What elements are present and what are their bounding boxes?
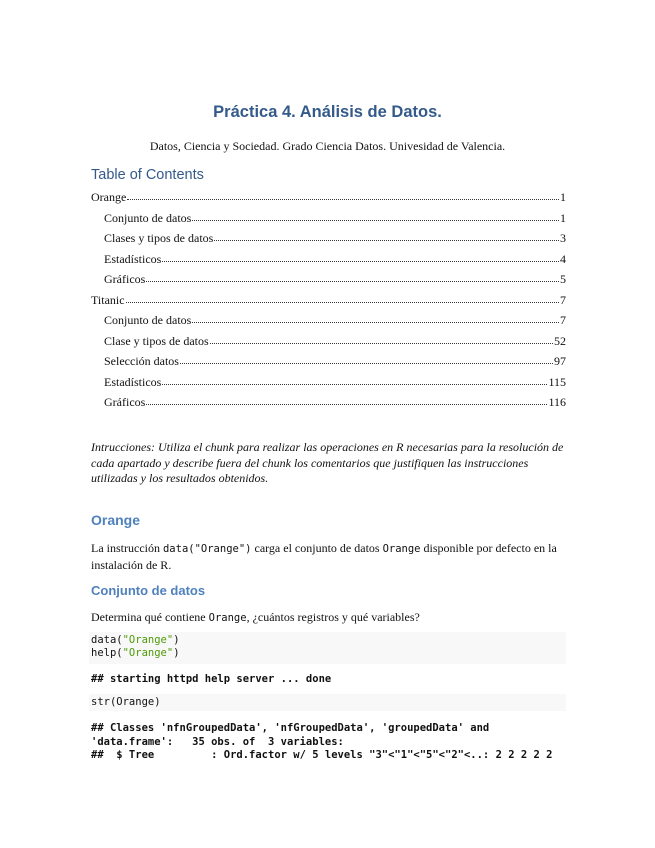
toc-item-page: 7 [560, 292, 566, 307]
toc-leader [127, 187, 559, 200]
toc-leader [126, 290, 559, 303]
toc-leader [214, 228, 559, 241]
toc-leader [162, 249, 559, 262]
toc-item-label: Estadísticos [104, 374, 162, 389]
toc-item-label: Gráficos [104, 395, 146, 409]
toc-item-label: Orange [91, 190, 127, 204]
code-fn: data( [91, 634, 123, 646]
inline-code: Orange [208, 612, 247, 624]
toc-leader [146, 392, 547, 405]
inline-code: data("Orange") [162, 543, 252, 555]
toc-item-page: 52 [554, 333, 566, 348]
toc-leader [162, 372, 547, 385]
code-string: "Orange" [122, 646, 174, 659]
toc-item-page: 7 [560, 313, 566, 327]
toc-item-titanic-graficos[interactable] [91, 393, 566, 414]
text-run: Determina qué contiene [91, 610, 209, 624]
toc-item-label: Clases y tipos de datos [104, 231, 214, 245]
toc-heading: Table of Contents [91, 167, 204, 183]
code-output-2-line-1: ## Classes 'nfnGroupedData', 'nfGroupedData', 'groupedData' and [91, 722, 490, 734]
code-fn: ) [173, 646, 180, 659]
code-output-1: ## starting httpd help server ... done [91, 673, 332, 685]
code-fn: ) [173, 634, 180, 646]
toc-item-page: 115 [548, 374, 566, 389]
code-chunk-1 [89, 632, 566, 664]
toc-item-titanic[interactable] [91, 291, 566, 312]
toc-item-titanic-estadisticos[interactable] [91, 373, 566, 394]
code-output-2-line-3: ## $ Tree : Ord.factor w/ 5 levels "3"<"1"<"5"<"2"<..: 2 2 2 2 2 [91, 749, 553, 761]
orange-intro-paragraph [91, 540, 571, 573]
toc-leader [192, 310, 559, 323]
subsection-heading-conjunto: Conjunto de datos [91, 583, 206, 598]
toc-item-page: 1 [560, 210, 566, 225]
toc-item-page: 1 [560, 190, 566, 204]
toc-item-label: Conjunto de datos [104, 313, 192, 327]
toc-item-titanic-conjunto[interactable] [91, 311, 566, 332]
toc-item-titanic-seleccion[interactable] [91, 352, 566, 373]
toc-item-label: Clase y tipos de datos [104, 333, 209, 348]
toc-leader [192, 208, 559, 221]
toc-item-page: 5 [560, 272, 566, 286]
text-run: , ¿cuántos registros y qué variables? [246, 610, 420, 624]
toc-item-page: 116 [548, 395, 566, 409]
toc-item-label: Gráficos [104, 272, 146, 286]
toc-item-orange-graficos[interactable] [91, 270, 566, 291]
toc-item-orange-clases[interactable] [91, 229, 566, 250]
table-of-contents [91, 188, 566, 414]
inline-code: Orange [382, 543, 421, 555]
toc-item-label: Titanic [91, 292, 125, 307]
code-chunk-2: str(Orange) [89, 694, 566, 711]
toc-item-label: Estadísticos [104, 251, 162, 266]
page-subtitle: Datos, Ciencia y Sociedad. Grado Ciencia Datos. Univesidad de Valencia. [149, 139, 506, 153]
toc-item-page: 4 [560, 251, 566, 266]
question-paragraph [91, 609, 571, 626]
toc-leader [180, 351, 553, 364]
instructions-paragraph: Intrucciones: Utiliza el chunk para realizar las operaciones en R necesarias para la resolución de cada apartado y describe fuera del chunk los comentarios que justifiquen las instrucciones utilizadas y los resultados obtenidos. [91, 440, 564, 485]
code-fn: help( [91, 646, 123, 659]
toc-item-orange-conjunto[interactable] [91, 209, 566, 230]
text-run: disponible por defecto en la instalación de R. [91, 541, 557, 572]
toc-item-page: 3 [560, 231, 566, 245]
toc-item-orange[interactable] [91, 188, 566, 209]
code-output-2-line-2: 'data.frame': 35 obs. of 3 variables: [91, 736, 344, 748]
text-run: carga el conjunto de datos [251, 541, 383, 555]
section-heading-orange: Orange [91, 512, 141, 528]
text-run: La instrucción [91, 541, 163, 555]
toc-leader [210, 331, 553, 344]
toc-item-label: Selección datos [104, 354, 179, 368]
toc-leader [146, 269, 559, 282]
toc-item-label: Conjunto de datos [104, 210, 192, 225]
page-title: Práctica 4. Análisis de Datos. [213, 103, 442, 121]
toc-item-orange-estadisticos[interactable] [91, 250, 566, 271]
toc-item-titanic-clase[interactable] [91, 332, 566, 353]
code-string: "Orange" [122, 634, 174, 646]
toc-item-page: 97 [554, 354, 566, 368]
